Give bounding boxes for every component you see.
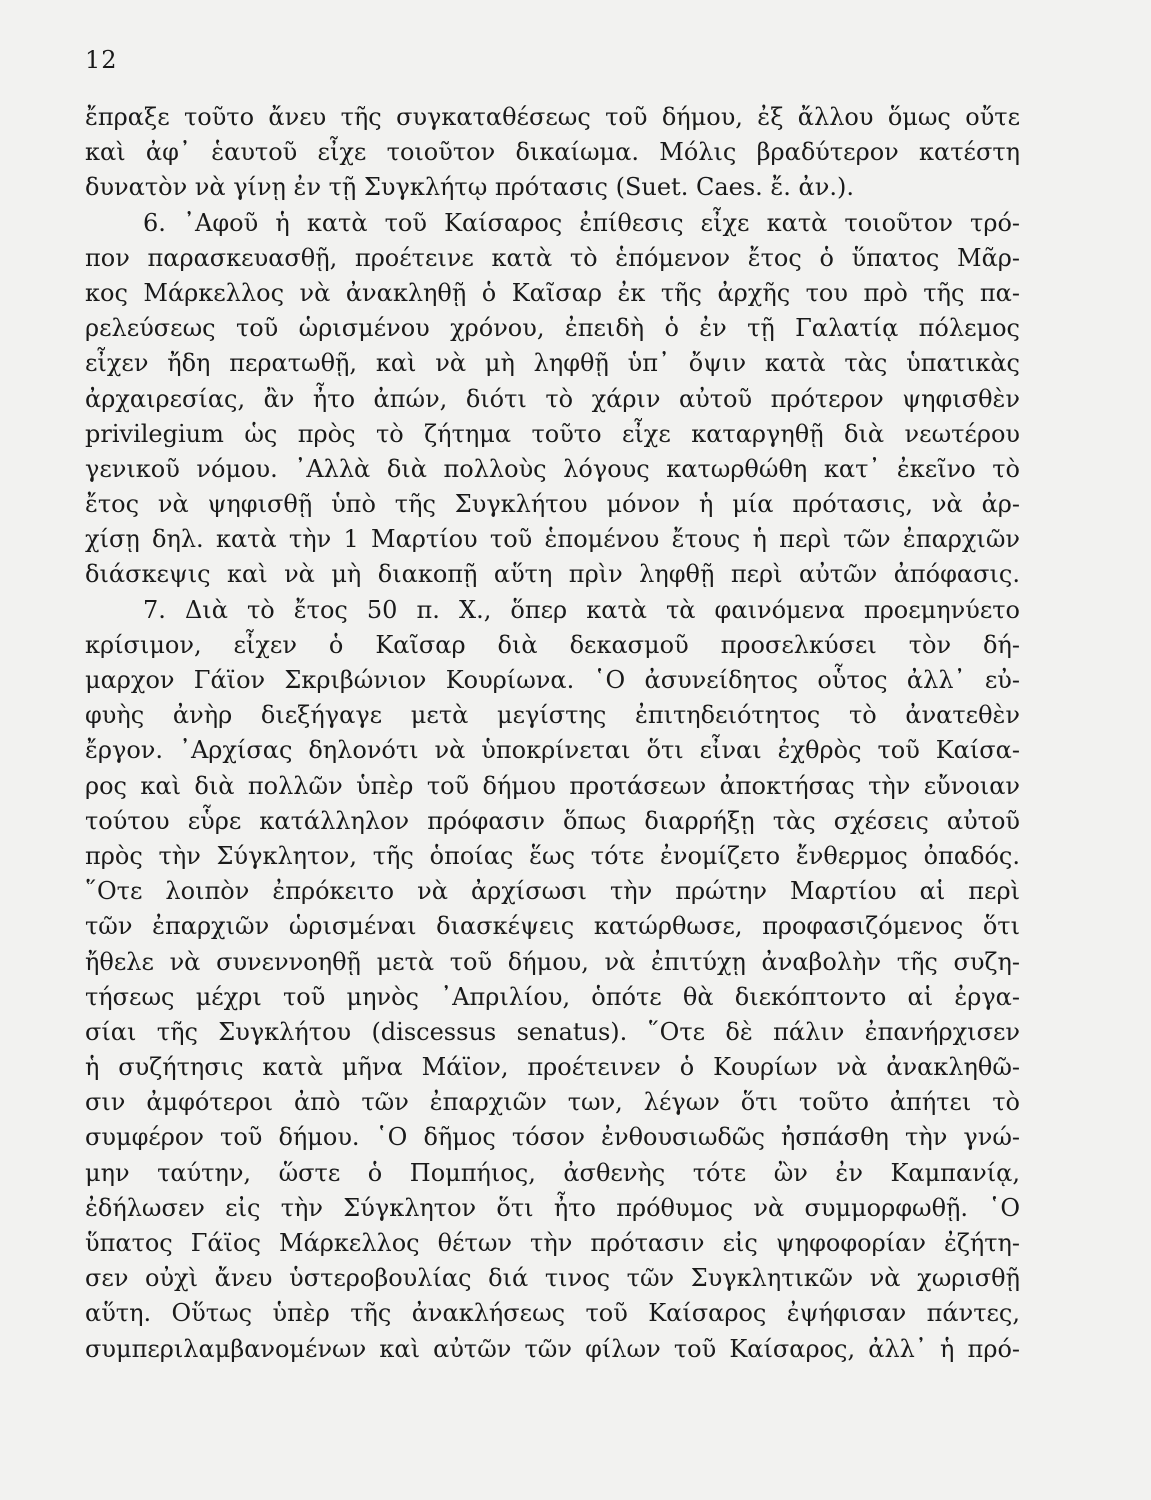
text-line: τῶν ἐπαρχιῶν ὡρισμέναι διασκέψεις κατώρθωσε, προφασιζόμενος ὅτι <box>85 912 1020 941</box>
text-line: ῞Οτε λοιπὸν ἐπρόκειτο νὰ ἀρχίσωσι τὴν πρώτην Μαρτίου αἱ περὶ <box>85 877 1020 906</box>
text-line: σίαι τῆς Συγκλήτου (discessus senatus). ῞Οτε δὲ πάλιν ἐπανήρχισεν <box>85 1017 1020 1046</box>
text-line: ἔτος νὰ ψηφισθῇ ὑπὸ τῆς Συγκλήτου μόνον ἡ μία πρότασις, νὰ ἀρ- <box>85 490 1020 519</box>
page-number: 12 <box>85 46 118 74</box>
text-line: σιν ἀμφότεροι ἀπὸ τῶν ἐπαρχιῶν των, λέγων ὅτι τοῦτο ἀπήτει τὸ <box>85 1088 1020 1117</box>
text-line: ἔπραξε τοῦτο ἄνευ τῆς συγκαταθέσεως τοῦ δήμου, ἐξ ἄλλου ὅμως οὔτε <box>85 103 1020 131</box>
text-line: ὕπατος Γάϊος Μάρκελλος θέτων τὴν πρότασιν εἰς ψηφοφορίαν ἐζήτη- <box>85 1229 1020 1257</box>
text-line: φυὴς ἀνὴρ διεξήγαγε μετὰ μεγίστης ἐπιτηδειότητος τὸ ἀνατεθὲν <box>85 701 1020 730</box>
text-line: μην ταύτην, ὥστε ὁ Πομπήιος, ἀσθενὴς τότε ὢν ἐν Καμπανίᾳ, <box>85 1158 1020 1187</box>
text-line: χίσῃ δηλ. κατὰ τὴν 1 Μαρτίου τοῦ ἑπομένου ἔτους ἡ περὶ τῶν ἐπαρχιῶν <box>85 525 1020 554</box>
text-line: αὕτη. Οὕτως ὑπὲρ τῆς ἀνακλήσεως τοῦ Καίσαρος ἐψήφισαν πάντες, <box>85 1299 1020 1328</box>
text-line: τούτου εὗρε κατάλληλον πρόφασιν ὅπως διαρρήξῃ τὰς σχέσεις αὐτοῦ <box>85 806 1020 835</box>
text-line: ρελεύσεως τοῦ ὡρισμένου χρόνου, ἐπειδὴ ὁ ἐν τῇ Γαλατίᾳ πόλεμος <box>85 314 1020 343</box>
text-line: μαρχον Γάϊον Σκριβώνιον Κουρίωνα. ῾Ο ἀσυνείδητος οὗτος ἀλλ᾽ εὐ- <box>85 666 1020 694</box>
text-line: γενικοῦ νόμου. ᾿Αλλὰ διὰ πολλοὺς λόγους κατωρθώθη κατ᾽ ἐκεῖνο τὸ <box>85 454 1020 483</box>
text-line: ἀρχαιρεσίας, ἂν ἦτο ἀπών, διότι τὸ χάριν αὐτοῦ πρότερον ψηφισθὲν <box>85 384 1020 413</box>
text-line: καὶ ἀφ᾽ ἑαυτοῦ εἶχε τοιοῦτον δικαίωμα. Μόλις βραδύτερον κατέστη <box>85 138 1020 167</box>
text-line: εἶχεν ἤδη περατωθῇ, καὶ νὰ μὴ ληφθῇ ὑπ᾽ ὄψιν κατὰ τὰς ὑπατικὰς <box>85 349 1020 378</box>
text-line: σεν οὐχὶ ἄνευ ὑστεροβουλίας διά τινος τῶν Συγκλητικῶν νὰ χωρισθῇ <box>85 1264 1020 1293</box>
text-line: συμπεριλαμβανομένων καὶ αὐτῶν τῶν φίλων τοῦ Καίσαρος, ἀλλ᾽ ἡ πρό- <box>85 1334 1020 1363</box>
text-line: ἡ συζήτησις κατὰ μῆνα Μάϊον, προέτεινεν ὁ Κουρίων νὰ ἀνακληθῶ- <box>85 1053 1020 1082</box>
text-line: privilegium ὡς πρὸς τὸ ζήτημα τοῦτο εἶχε καταργηθῇ διὰ νεωτέρου <box>85 419 1020 448</box>
text-line: 6. ᾿Αφοῦ ἡ κατὰ τοῦ Καίσαρος ἐπίθεσις εἶχε κατὰ τοιοῦτον τρό- <box>143 208 1020 237</box>
text-line: διάσκεψις καὶ νὰ μὴ διακοπῇ αὕτη πρὶν ληφθῇ περὶ αὐτῶν ἀπόφασις. <box>85 560 1020 589</box>
text-line: ἔργον. ᾿Αρχίσας δηλονότι νὰ ὑποκρίνεται ὅτι εἶναι ἐχθρὸς τοῦ Καίσα- <box>85 736 1020 765</box>
text-line: συμφέρον τοῦ δήμου. ῾Ο δῆμος τόσον ἐνθουσιωδῶς ἠσπάσθη τὴν γνώ- <box>85 1123 1020 1152</box>
body-text <box>85 100 1020 1367</box>
text-line: κρίσιμον, εἶχεν ὁ Καῖσαρ διὰ δεκασμοῦ προσελκύσει τὸν δή- <box>85 630 1020 659</box>
text-line: ἐδήλωσεν εἰς τὴν Σύγκλητον ὅτι ἦτο πρόθυμος νὰ συμμορφωθῇ. ῾Ο <box>85 1193 1020 1222</box>
text-line: ρος καὶ διὰ πολλῶν ὑπὲρ τοῦ δήμου προτάσεων ἀποκτήσας τὴν εὔνοιαν <box>85 771 1020 800</box>
text-line: πρὸς τὴν Σύγκλητον, τῆς ὁποίας ἕως τότε ἐνομίζετο ἔνθερμος ὀπαδός. <box>85 841 1020 870</box>
text-line: πον παρασκευασθῇ, προέτεινε κατὰ τὸ ἑπόμενον ἔτος ὁ ὕπατος Μᾶρ- <box>85 243 1020 272</box>
text-line: τήσεως μέχρι τοῦ μηνὸς ᾿Απριλίου, ὁπότε θὰ διεκόπτοντο αἱ ἐργα- <box>85 982 1020 1011</box>
text-line: 7. Διὰ τὸ ἔτος 50 π. Χ., ὅπερ κατὰ τὰ φαινόμενα προεμηνύετο <box>143 595 1020 624</box>
text-line: δυνατὸν νὰ γίνῃ ἐν τῇ Συγκλήτῳ πρότασις (Suet. Caes. ἔ. ἀν.). <box>85 173 854 202</box>
text-line: κος Μάρκελλος νὰ ἀνακληθῇ ὁ Καῖσαρ ἐκ τῆς ἀρχῆς του πρὸ τῆς πα- <box>85 278 1020 307</box>
text-line: ἤθελε νὰ συνεννοηθῇ μετὰ τοῦ δήμου, νὰ ἐπιτύχῃ ἀναβολὴν τῆς συζη- <box>85 947 1020 976</box>
